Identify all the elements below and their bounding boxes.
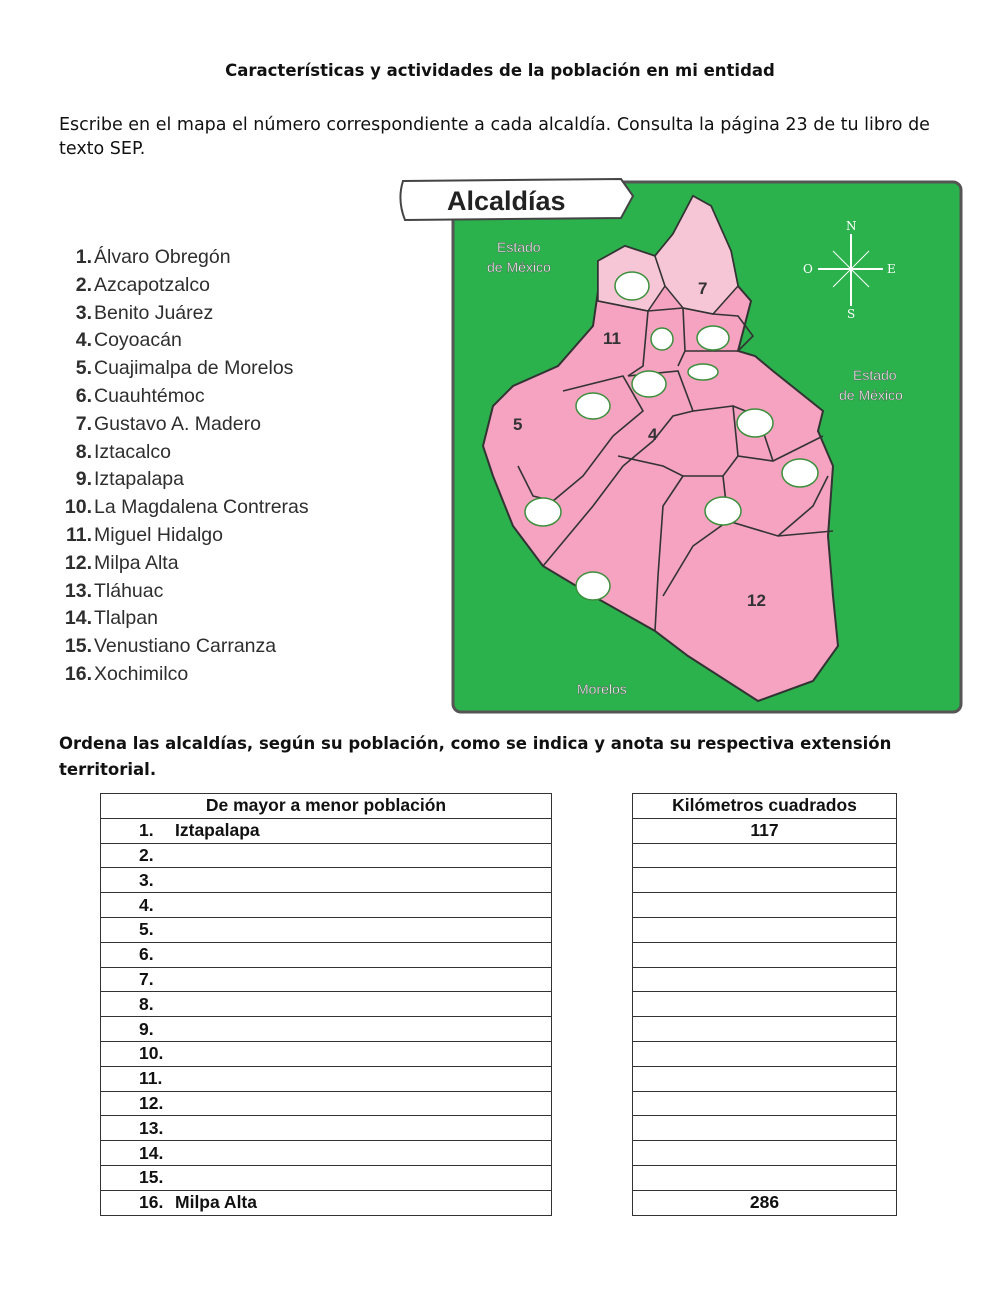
area-table — [632, 793, 897, 1216]
label-morelos: Morelos — [577, 681, 627, 697]
area-cell[interactable] — [633, 1091, 897, 1116]
map-number-5: 5 — [513, 415, 523, 434]
area-header: Kilómetros cuadrados — [633, 794, 897, 819]
table-row — [101, 1165, 552, 1190]
table-row — [633, 1091, 897, 1116]
compass-o: O — [803, 262, 813, 276]
table-row — [633, 992, 897, 1017]
table-row — [101, 843, 552, 868]
list-item: 7. Gustavo A. Madero — [75, 412, 261, 435]
answer-oval[interactable] — [688, 364, 718, 380]
population-cell[interactable] — [101, 1116, 552, 1141]
answer-oval[interactable] — [782, 459, 818, 487]
list-item: 11. Miguel Hidalgo — [65, 523, 223, 546]
population-cell[interactable] — [101, 992, 552, 1017]
answer-oval[interactable] — [576, 393, 610, 419]
area-cell[interactable] — [633, 1165, 897, 1190]
list-item: 10. La Magdalena Contreras — [64, 496, 309, 519]
table-row — [101, 1190, 552, 1215]
list-item: 5. Cuajimalpa de Morelos — [75, 357, 294, 380]
map-number-4: 4 — [648, 425, 658, 444]
alcaldia-name: Milpa Alta — [175, 1192, 257, 1213]
area-cell[interactable] — [633, 843, 897, 868]
answer-oval[interactable] — [615, 272, 649, 300]
area-cell[interactable] — [633, 1017, 897, 1042]
list-item: 12. Milpa Alta — [64, 551, 179, 574]
alcaldia-name: Iztapalapa — [175, 820, 260, 841]
alcaldias-map — [393, 176, 965, 716]
list-item: 14. Tlalpan — [64, 607, 158, 630]
map-number-12: 12 — [747, 591, 766, 610]
population-table — [100, 793, 552, 1216]
population-cell[interactable] — [101, 868, 552, 893]
list-item: 16. Xochimilco — [64, 662, 189, 685]
table-row — [101, 818, 552, 843]
answer-oval[interactable] — [705, 497, 741, 525]
population-header: De mayor a menor población — [101, 794, 552, 819]
table-row — [633, 1041, 897, 1066]
list-item: 13. Tláhuac — [64, 579, 164, 602]
row-number: 5. — [139, 919, 154, 940]
table-row — [101, 1017, 552, 1042]
table-row — [101, 917, 552, 942]
list-item: 8. Iztacalco — [75, 440, 171, 463]
row-number: 13. — [139, 1117, 164, 1138]
answer-oval[interactable] — [651, 328, 673, 350]
table-row — [633, 843, 897, 868]
label-edomex-left: Estado — [497, 239, 541, 255]
row-number: 3. — [139, 869, 154, 890]
answer-oval[interactable] — [697, 326, 729, 350]
order-instruction: Ordena las alcaldías, según su población, como se indica y anota su respectiva extensión territorial. — [59, 734, 892, 779]
compass-e: E — [887, 262, 896, 276]
row-number: 9. — [139, 1018, 154, 1039]
list-item: 1. Álvaro Obregón — [75, 246, 231, 268]
row-number: 16. — [139, 1192, 164, 1213]
table-row — [101, 1091, 552, 1116]
label-edomex-right: Estado — [853, 367, 897, 383]
table-row — [633, 1141, 897, 1166]
table-row — [633, 893, 897, 918]
answer-oval[interactable] — [737, 409, 773, 437]
row-number: 8. — [139, 993, 154, 1014]
population-cell[interactable] — [101, 1165, 552, 1190]
answer-oval[interactable] — [576, 572, 610, 600]
label-edomex-right-2: de México — [839, 387, 903, 403]
map-banner-title: Alcaldías — [447, 186, 566, 216]
table-row — [101, 1041, 552, 1066]
area-cell[interactable] — [633, 967, 897, 992]
alcaldias-list — [58, 244, 309, 689]
table-row — [101, 942, 552, 967]
table-row — [633, 1116, 897, 1141]
population-cell[interactable] — [101, 1017, 552, 1042]
row-number: 12. — [139, 1092, 164, 1113]
row-number: 1. — [139, 820, 154, 841]
population-cell[interactable] — [101, 843, 552, 868]
population-cell[interactable] — [101, 1091, 552, 1116]
table-row — [633, 1017, 897, 1042]
list-item: 9. Iztapalapa — [75, 468, 184, 491]
table-row — [101, 992, 552, 1017]
table-row — [101, 1141, 552, 1166]
row-number: 4. — [139, 894, 154, 915]
list-item: 3. Benito Juárez — [75, 301, 214, 324]
list-item: 6. Cuauhtémoc — [75, 384, 205, 407]
area-cell[interactable] — [633, 1116, 897, 1141]
table-row — [633, 818, 897, 843]
area-cell[interactable] — [633, 868, 897, 893]
table-row — [633, 942, 897, 967]
table-row — [633, 1165, 897, 1190]
list-item: 2. Azcapotzalco — [75, 273, 210, 296]
population-cell[interactable] — [101, 942, 552, 967]
area-cell[interactable] — [633, 992, 897, 1017]
table-row — [633, 1190, 897, 1215]
row-number: 6. — [139, 944, 154, 965]
population-cell[interactable] — [101, 1041, 552, 1066]
map-number-7: 7 — [698, 279, 708, 298]
area-cell[interactable] — [633, 893, 897, 918]
table-row — [633, 868, 897, 893]
area-cell[interactable] — [633, 942, 897, 967]
row-number: 11. — [139, 1068, 163, 1089]
row-number: 10. — [139, 1043, 164, 1064]
answer-oval[interactable] — [525, 498, 561, 526]
table-row — [101, 1116, 552, 1141]
area-cell[interactable] — [633, 1041, 897, 1066]
map-number-11: 11 — [603, 329, 621, 348]
compass-n: N — [846, 219, 857, 233]
population-cell[interactable] — [101, 1190, 552, 1215]
table-row — [101, 893, 552, 918]
area-cell[interactable] — [633, 1066, 897, 1091]
list-item: 4. Coyoacán — [75, 329, 182, 352]
population-cell[interactable] — [101, 917, 552, 942]
table-row — [633, 967, 897, 992]
table-row — [101, 868, 552, 893]
row-number: 15. — [139, 1167, 164, 1188]
row-number: 2. — [139, 844, 154, 865]
table-row — [633, 1066, 897, 1091]
area-cell[interactable]: 117 — [633, 818, 897, 843]
page-title: Características y actividades de la población en mi entidad — [225, 61, 775, 80]
area-cell[interactable] — [633, 917, 897, 942]
compass-s: S — [847, 307, 856, 321]
table-row — [633, 917, 897, 942]
population-cell[interactable] — [101, 967, 552, 992]
population-cell[interactable] — [101, 818, 552, 843]
area-cell[interactable]: 286 — [633, 1190, 897, 1215]
population-cell[interactable] — [101, 893, 552, 918]
map-instruction: Escribe en el mapa el número correspondiente a cada alcaldía. Consulta la página 23 de tu libro de texto SEP. — [59, 115, 930, 159]
table-row — [101, 1066, 552, 1091]
answer-oval[interactable] — [632, 371, 666, 397]
population-cell[interactable] — [101, 1141, 552, 1166]
label-edomex-left-2: de México — [487, 259, 551, 275]
population-cell[interactable] — [101, 1066, 552, 1091]
list-item: 15. Venustiano Carranza — [64, 635, 277, 658]
area-cell[interactable] — [633, 1141, 897, 1166]
table-row — [101, 967, 552, 992]
row-number: 14. — [139, 1142, 164, 1163]
row-number: 7. — [139, 968, 154, 989]
